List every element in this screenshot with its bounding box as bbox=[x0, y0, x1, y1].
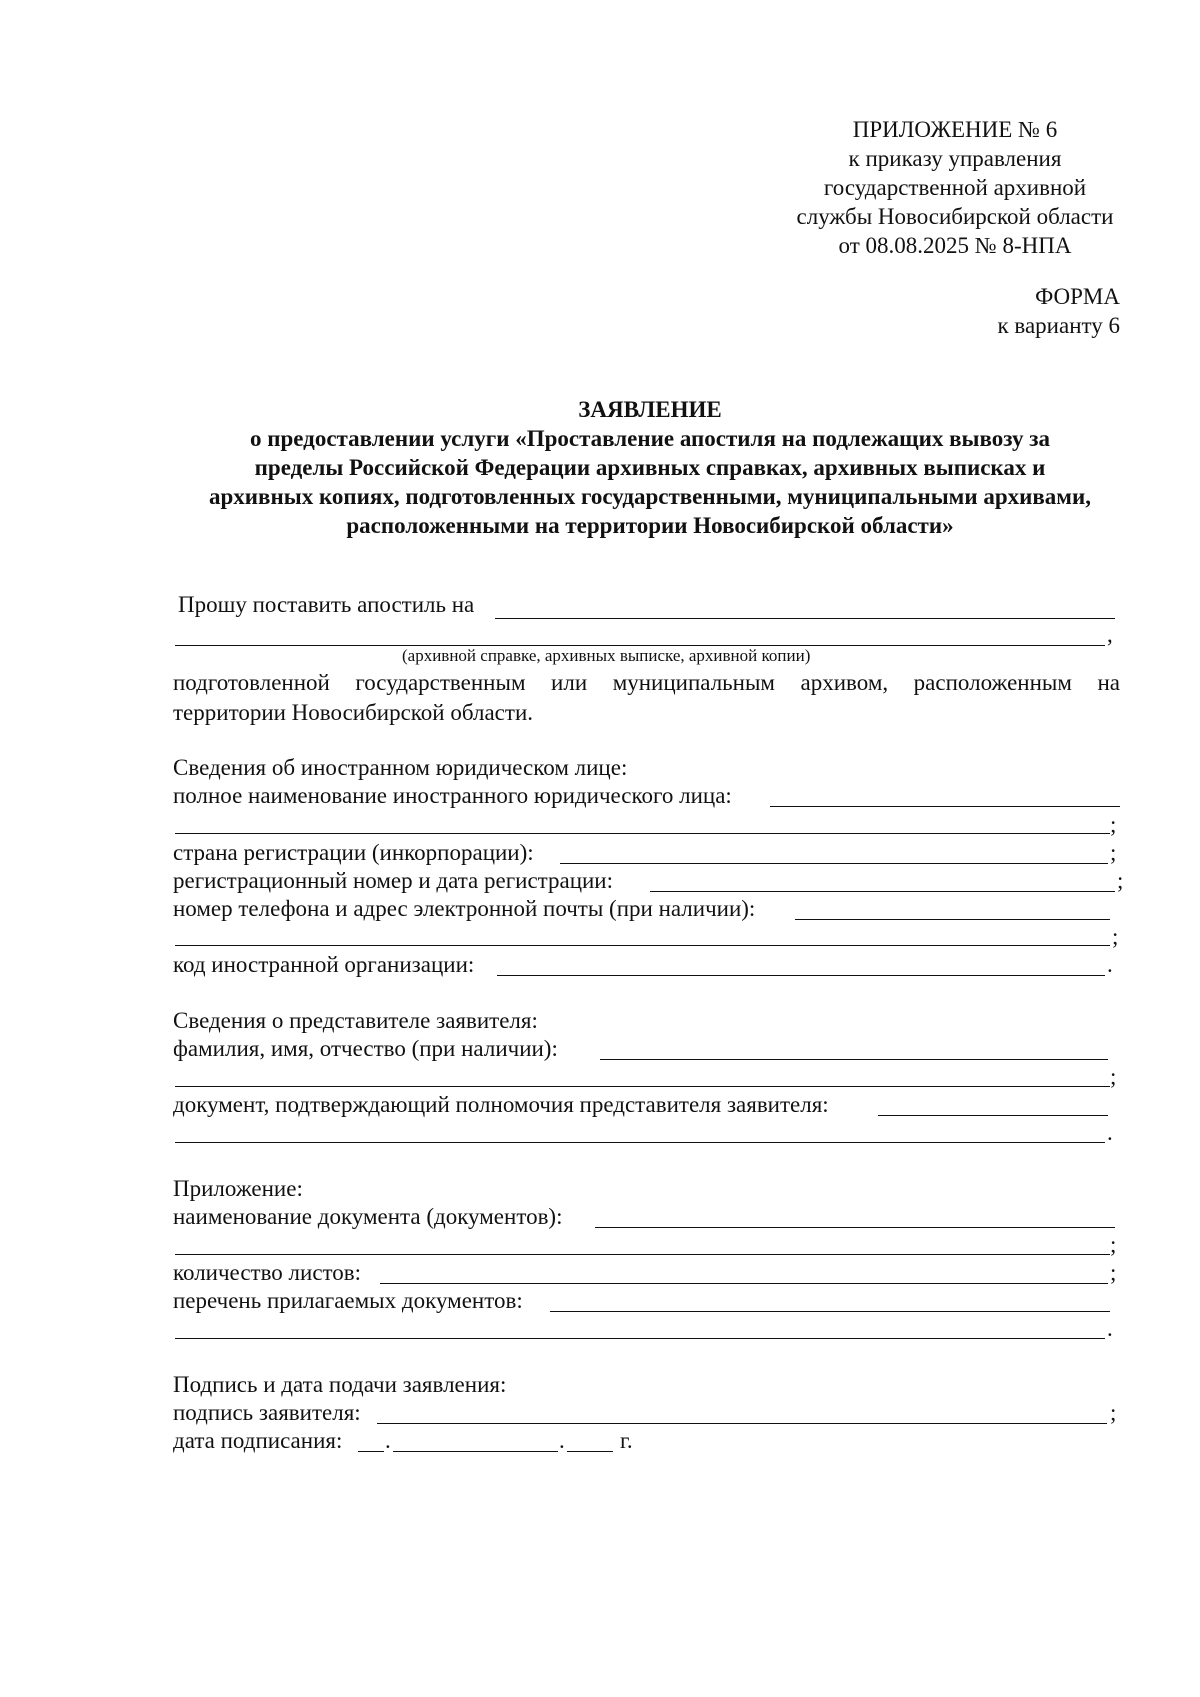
apostille-document-field[interactable] bbox=[495, 618, 1115, 619]
form-variant: к варианту 6 bbox=[997, 313, 1120, 338]
semicolon-mark: ; bbox=[1110, 840, 1117, 865]
form-label: ФОРМА bbox=[1035, 284, 1120, 309]
semicolon-mark: ; bbox=[1110, 1400, 1117, 1425]
foreign-entity-heading: Сведения об иностранном юридическом лице: bbox=[173, 755, 628, 780]
contacts-field-2[interactable] bbox=[175, 945, 1110, 946]
semicolon-mark: ; bbox=[1110, 1064, 1117, 1089]
full-name-label: полное наименование иностранного юридического лица: bbox=[173, 783, 732, 808]
date-separator: . bbox=[385, 1428, 391, 1453]
contacts-label: номер телефона и адрес электронной почты (при наличии): bbox=[173, 896, 756, 921]
semicolon-mark: ; bbox=[1110, 1260, 1117, 1285]
title-line-1: о предоставлении услуги «Проставление апостиля на подлежащих вывозу за bbox=[249, 426, 1050, 451]
request-cont-1: подготовленной государственным или муниципальным архивом, расположенным на bbox=[173, 670, 1120, 695]
title-line-2: пределы Российской Федерации архивных справках, архивных выписках и bbox=[254, 455, 1046, 480]
request-lead: Прошу поставить апостиль на bbox=[178, 592, 475, 617]
representative-heading: Сведения о представителе заявителя: bbox=[173, 1008, 538, 1033]
signature-heading: Подпись и дата подачи заявления: bbox=[173, 1372, 507, 1397]
form-variant-block bbox=[997, 282, 1120, 340]
date-label: дата подписания: bbox=[173, 1428, 343, 1453]
doc-name-field-2[interactable] bbox=[175, 1254, 1110, 1255]
appendix-line-2: к приказу управления bbox=[848, 146, 1062, 171]
date-separator: . bbox=[559, 1428, 565, 1453]
authority-doc-field-2[interactable] bbox=[175, 1142, 1105, 1143]
reg-number-field[interactable] bbox=[650, 891, 1115, 892]
fio-field[interactable] bbox=[600, 1059, 1108, 1060]
appendix-header bbox=[720, 115, 1190, 260]
request-cont-2: территории Новосибирской области. bbox=[173, 700, 534, 725]
semicolon-mark: ; bbox=[1110, 812, 1117, 837]
org-code-field[interactable] bbox=[497, 975, 1105, 976]
request-hint: (архивной справке, архивных выписке, архивной копии) bbox=[402, 646, 811, 665]
date-year-field[interactable] bbox=[567, 1451, 613, 1452]
list-field[interactable] bbox=[550, 1311, 1110, 1312]
date-day-field[interactable] bbox=[358, 1451, 384, 1452]
title-line-3: архивных копиях, подготовленных государственными, муниципальными архивами, bbox=[209, 484, 1091, 509]
list-label: перечень прилагаемых документов: bbox=[173, 1288, 523, 1313]
authority-doc-label: документ, подтверждающий полномочия представителя заявителя: bbox=[173, 1092, 829, 1117]
sheets-field[interactable] bbox=[380, 1283, 1108, 1284]
appendix-line-3: государственной архивной bbox=[823, 175, 1087, 200]
appendix-number: ПРИЛОЖЕНИЕ № 6 bbox=[852, 117, 1058, 142]
list-field-2[interactable] bbox=[175, 1338, 1105, 1339]
sign-label: подпись заявителя: bbox=[173, 1400, 361, 1425]
semicolon-mark: ; bbox=[1112, 924, 1119, 949]
title-line-4: расположенными на территории Новосибирской области» bbox=[346, 513, 954, 538]
semicolon-mark: ; bbox=[1117, 868, 1124, 893]
year-suffix: г. bbox=[620, 1428, 633, 1453]
appendix-line-5: от 08.08.2025 № 8-НПА bbox=[838, 233, 1072, 258]
appendix-line-4: службы Новосибирской области bbox=[796, 204, 1114, 229]
period-mark: . bbox=[1107, 1316, 1113, 1341]
signature-field[interactable] bbox=[377, 1423, 1107, 1424]
comma-mark: , bbox=[1107, 622, 1113, 647]
contacts-field[interactable] bbox=[795, 919, 1110, 920]
attachment-heading: Приложение: bbox=[173, 1176, 303, 1201]
title-heading: ЗАЯВЛЕНИЕ bbox=[578, 397, 722, 422]
full-name-field-2[interactable] bbox=[175, 833, 1110, 834]
document-title bbox=[100, 395, 1200, 540]
country-label: страна регистрации (инкорпорации): bbox=[173, 840, 534, 865]
period-mark: . bbox=[1107, 952, 1113, 977]
doc-name-label: наименование документа (документов): bbox=[173, 1204, 563, 1229]
full-name-field[interactable] bbox=[770, 806, 1120, 807]
reg-number-label: регистрационный номер и дата регистрации: bbox=[173, 868, 614, 893]
fio-label: фамилия, имя, отчество (при наличии): bbox=[173, 1036, 558, 1061]
authority-doc-field[interactable] bbox=[878, 1115, 1108, 1116]
doc-name-field[interactable] bbox=[595, 1227, 1115, 1228]
country-field[interactable] bbox=[560, 863, 1108, 864]
period-mark: . bbox=[1107, 1120, 1113, 1145]
org-code-label: код иностранной организации: bbox=[173, 952, 475, 977]
sheets-label: количество листов: bbox=[173, 1260, 362, 1285]
date-month-field[interactable] bbox=[393, 1451, 558, 1452]
fio-field-2[interactable] bbox=[175, 1086, 1110, 1087]
semicolon-mark: ; bbox=[1110, 1232, 1117, 1257]
